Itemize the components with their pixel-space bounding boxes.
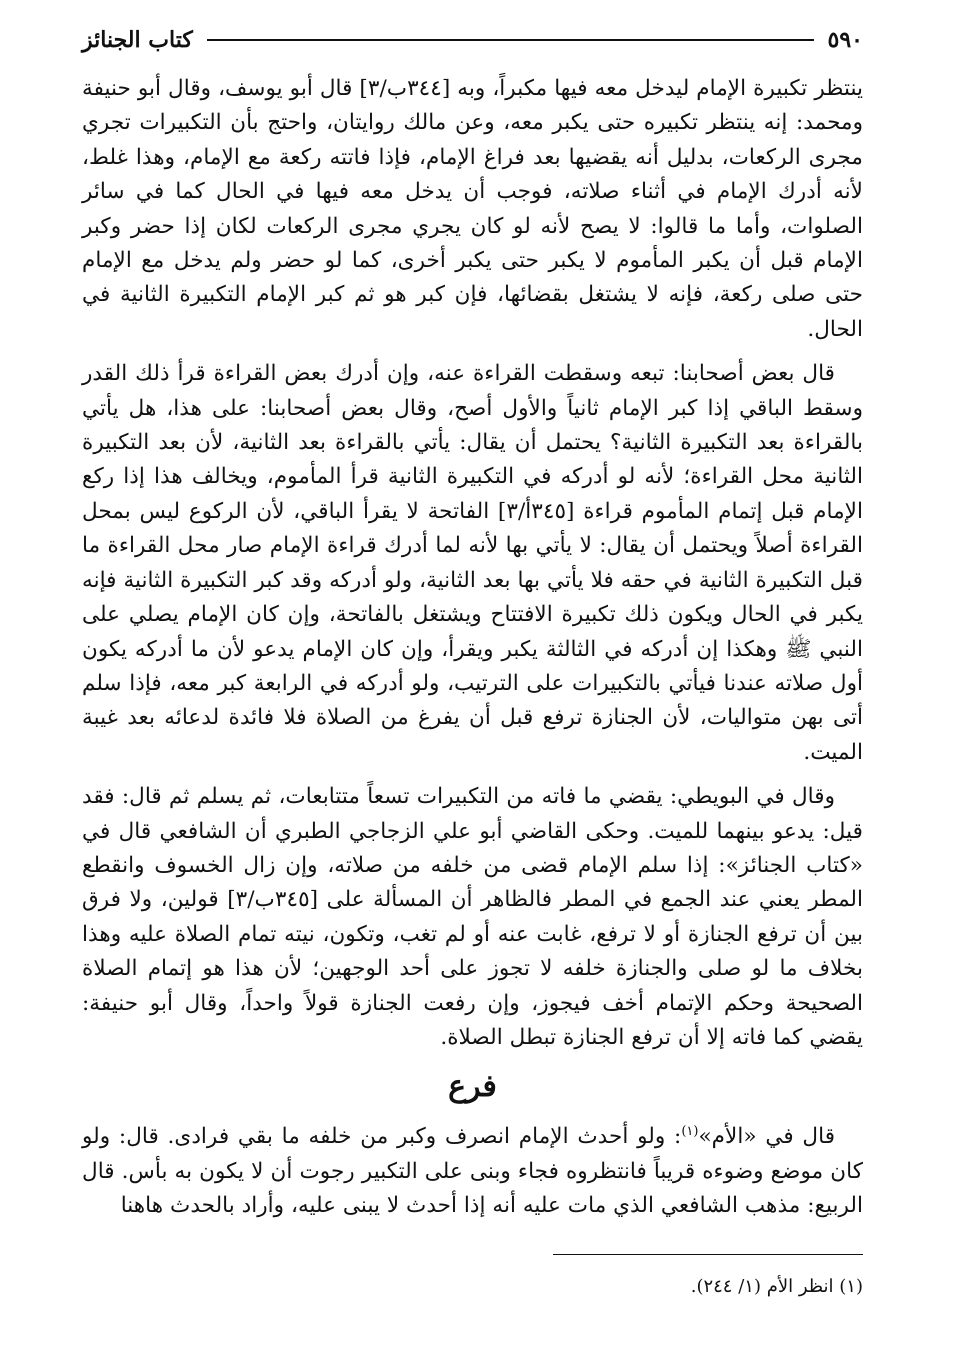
running-header: [82, 22, 863, 58]
section-paragraph-start: قال في «الأم»: [698, 1124, 836, 1150]
book-page: [82, 22, 863, 1339]
header-rule: [207, 39, 814, 41]
paragraph-3: وقال في البويطي: يقضي ما فاته من التكبيرات تسعاً متتابعات، ثم يسلم ثم قال: فقد قيل: يدعو بينهما للميت. وحكى القاضي أبو علي الزجاجي الطبري أن الشافعي قال في «كتاب الجنائز»: إذا سلم الإمام قضى من خلفه من صلاته، وإن زال الخسوف وانقطع المطر يعني عند الجمع في المطر فالظاهر أن المسألة على [٣٤٥ب/٣] قولين، ولا فرق بين أن ترفع الجنازة أو لا ترفع، غابت عنه أو لم تغب، وتكون، نيته تمام الصلاة عليه وهذا بخلاف ما لو صلى والجنازة خلفه لا تجوز على أحد الوجهين؛ لأن هذا هو إتمام الصلاة الصحيحة وحكم الإتمام أخف فيجوز، وإن رفعت الجنازة قولاً واحداً، وقال أبو حنيفة: يقضي كما فاته إلا أن ترفع الجنازة تبطل الصلاة.: [82, 784, 864, 1050]
footnote-separator: [553, 1254, 863, 1255]
section-paragraph: [82, 1115, 863, 1223]
section-paragraph-rest: : ولو أحدث الإمام انصرف وكبر من خلفه ما بقي فرادى. قال: ولو كان موضع وضوءه قريباً فانتظروه فجاء وبنى على التكبير رجوت أن لا يكون به بأس. قال الربيع: مذهب الشافعي الذي مات عليه أنه إذا أحدث لا يبنى عليه، وأراد بالحدث هاهنا: [82, 1124, 863, 1219]
footnote: (١) انظر الأم (١/ ٢٤٤).: [690, 1276, 863, 1297]
paragraph-1: ينتظر تكبيرة الإمام ليدخل معه فيها مكبراً، وبه [٣٤٤ب/٣] قال أبو يوسف، وقال أبو حنيفة ومحمد: إنه ينتظر تكبيره حتى يكبر معه، وعن مالك روايتان، واحتج بأن التكبيرات تجري مجرى الركعات، بدليل أنه يقضيها بعد فراغ الإمام، فإذا فاتته ركعة مع الإمام، وهذا غلط، لأنه أدرك الإمام في أثناء صلاته، فوجب أن يدخل معه فيها في الحال كما في سائر الصلوات، وأما ما قالوا: لا يصح لأنه لو كان يجري مجرى الركعات لكان إذا حضر وكبر الإمام قبل أن يكبر المأموم لا يكبر حتى يكبر أخرى، كما لو حضر ولم يدخل مع الإمام حتى صلى ركعة، فإنه لا يشتغل بقضائها، فإن كبر هو ثم كبر الإمام التكبيرة الثانية في الحال.: [82, 76, 863, 342]
book-title: كتاب الجنائز: [82, 27, 193, 53]
section-heading: فرع: [448, 1069, 497, 1105]
paragraph-2: قال بعض أصحابنا: تبعه وسقطت القراءة عنه، وإن أدرك بعض القراءة قرأ ذلك القدر وسقط الباقي إذا كبر الإمام ثانياً والأول أصح، وقال بعض أصحابنا: على هذا، هل يأتي بالقراءة بعد التكبيرة الثانية؟ يحتمل أن يقال: يأتي بالقراءة بعد الثانية، لأن بعد التكبيرة الثانية محل القراءة؛ لأنه لو أدركه في التكبيرة الثانية قرأ المأموم، ويخالف هذا إذا ركع الإمام قبل إتمام المأموم قراءة [٣٤٥أ/٣] الفاتحة لا يقرأ الباقي، لأن الركوع ليس بمحل القراءة أصلاً ويحتمل أن يقال: لا يأتي بها لأنه لما أدرك قراءة الإمام صار محل القراءة ما قبل التكبيرة الثانية في حقه فلا يأتي بها بعد الثانية، ولو أدركه وقد كبر التكبيرة الثانية فإنه يكبر في الحال ويكون ذلك تكبيرة الافتتاح ويشتغل بالفاتحة، وإن كان الإمام يصلي على النبي ﷺ وهكذا إن أدركه في الثالثة يكبر ويقرأ، وإن كان الإمام يدعو لأن ما أدركه يكون أول صلاته عندنا فيأتي بالتكبيرات على الترتيب، ولو أدركه في الرابعة كبر معه، فإذا سلم أتى بهن متواليات، لأن الجنازة ترفع قبل أن يفرغ من الصلاة فلا فائدة لدعائه بعد غيبة الميت.: [82, 361, 863, 765]
footnote-reference: (١): [681, 1124, 699, 1140]
page-number: ٥٩٠: [827, 27, 863, 53]
body-text: [82, 72, 863, 1224]
